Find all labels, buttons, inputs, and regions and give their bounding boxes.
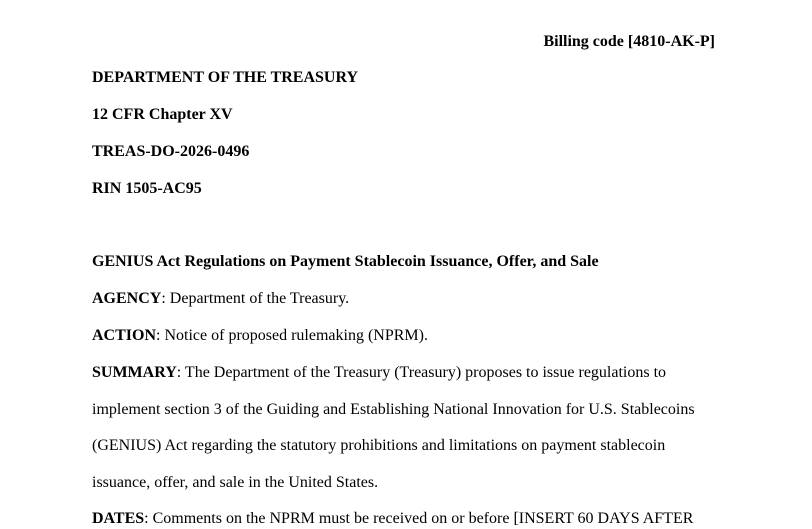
agency-label: AGENCY: [92, 290, 162, 307]
department-name: DEPARTMENT OF THE TREASURY: [92, 69, 359, 86]
agency-text: : Department of the Treasury.: [161, 290, 350, 307]
agency-paragraph: [92, 289, 349, 309]
action-text: : Notice of proposed rulemaking (NPRM).: [156, 327, 428, 344]
summary-line-3: (GENIUS) Act regarding the statutory prohibitions and limitations on payment stablecoin: [92, 437, 666, 454]
rin-number: RIN 1505-AC95: [92, 180, 202, 197]
cfr-chapter: 12 CFR Chapter XV: [92, 106, 233, 123]
dates-paragraph: [92, 509, 693, 529]
billing-code: Billing code [4810-AK-P]: [543, 33, 715, 50]
summary-label: SUMMARY: [92, 364, 177, 381]
action-paragraph: [92, 326, 428, 346]
dates-label: DATES: [92, 510, 145, 527]
action-label: ACTION: [92, 327, 157, 344]
summary-line-1: [92, 363, 666, 383]
dates-text: : Comments on the NPRM must be received on or before [INSERT 60 DAYS AFTER: [144, 510, 694, 527]
summary-text-1: : The Department of the Treasury (Treasury) proposes to issue regulations to: [176, 364, 667, 381]
summary-line-4: issuance, offer, and sale in the United States.: [92, 474, 379, 491]
summary-line-2: implement section 3 of the Guiding and Establishing National Innovation for U.S. Stablecoins: [92, 401, 695, 418]
docket-number: TREAS-DO-2026-0496: [92, 143, 250, 160]
document-title: GENIUS Act Regulations on Payment Stablecoin Issuance, Offer, and Sale: [92, 253, 599, 270]
